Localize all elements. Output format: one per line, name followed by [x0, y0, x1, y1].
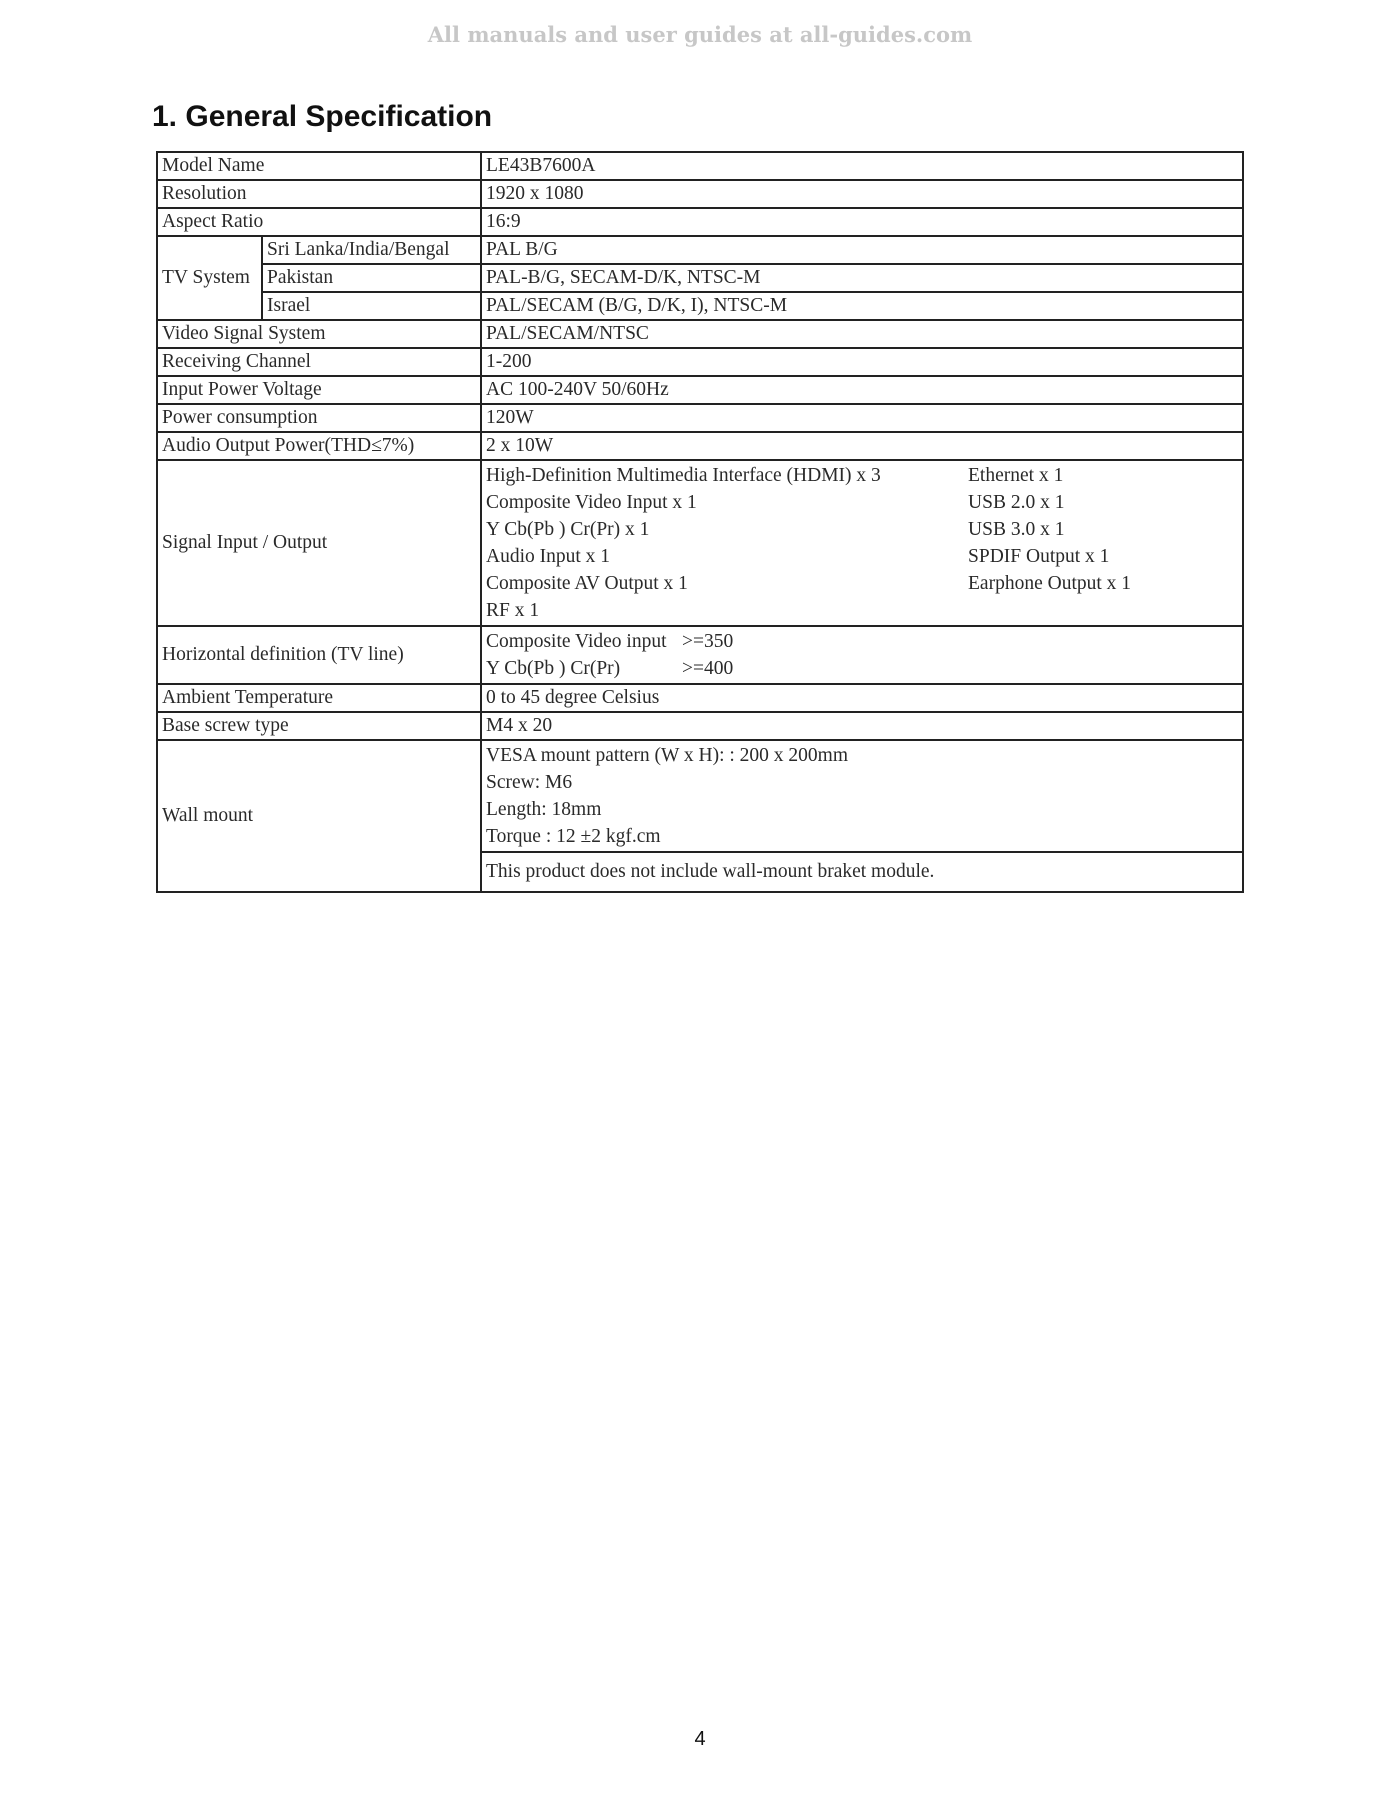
horizontal-definition-cell [481, 626, 1243, 684]
list-item [486, 655, 1238, 682]
spec-label: Model Name [157, 152, 481, 180]
spec-value: M4 x 20 [481, 712, 1243, 740]
list-item: Earphone Output x 1 [968, 573, 1132, 594]
list-item [486, 628, 1238, 655]
watermark: All manuals and user guides at all-guides.com [427, 22, 973, 47]
spec-value: PAL B/G [481, 236, 1243, 264]
spec-label: Horizontal definition (TV line) [157, 626, 481, 684]
list-item: USB 2.0 x 1 [968, 492, 1065, 513]
spec-label: Aspect Ratio [157, 208, 481, 236]
table-row [157, 684, 1243, 712]
region-label: Israel [262, 292, 481, 320]
table-row [157, 376, 1243, 404]
list-item: Ethernet x 1 [968, 465, 1064, 486]
spec-label: TV System [157, 236, 262, 320]
spec-label: Receiving Channel [157, 348, 481, 376]
hdef-value: >=400 [682, 658, 734, 679]
table-row [157, 740, 1243, 852]
table-row [157, 432, 1243, 460]
list-item: Y Cb(Pb ) Cr(Pr) x 1 [486, 519, 650, 540]
list-item: RF x 1 [486, 600, 540, 621]
signal-io-right [968, 462, 1238, 624]
spec-value: PAL/SECAM (B/G, D/K, I), NTSC-M [481, 292, 1243, 320]
list-item: Torque : 12 ±2 kgf.cm [486, 826, 661, 847]
table-row [157, 152, 1243, 180]
list-item: High-Definition Multimedia Interface (HDMI) x 3 [486, 465, 881, 486]
spec-label: Signal Input / Output [157, 460, 481, 626]
spec-label: Ambient Temperature [157, 684, 481, 712]
table-row [157, 712, 1243, 740]
page-title: 1. General Specification [152, 100, 493, 133]
spec-value: 1-200 [481, 348, 1243, 376]
region-label: Pakistan [262, 264, 481, 292]
page-number: 4 [694, 1728, 706, 1750]
spec-label: Wall mount [157, 740, 481, 892]
spec-label: Power consumption [157, 404, 481, 432]
hdef-name: Y Cb(Pb ) Cr(Pr) [486, 658, 621, 679]
table-row [157, 180, 1243, 208]
spec-value: 16:9 [481, 208, 1243, 236]
spec-label: Video Signal System [157, 320, 481, 348]
table-row [157, 208, 1243, 236]
spec-label: Audio Output Power(THD≤7%) [157, 432, 481, 460]
spec-value: 2 x 10W [481, 432, 1243, 460]
wall-mount-cell [481, 740, 1243, 852]
table-row [157, 236, 1243, 264]
hdef-name: Composite Video input [486, 631, 667, 652]
region-label: Sri Lanka/India/Bengal [262, 236, 481, 264]
signal-io-cell [481, 460, 1243, 626]
spec-table [156, 151, 1244, 893]
wall-mount-note: This product does not include wall-mount braket module. [481, 852, 1243, 892]
spec-value: AC 100-240V 50/60Hz [481, 376, 1243, 404]
list-item: Length: 18mm [486, 799, 602, 820]
table-row [157, 320, 1243, 348]
list-item: Screw: M6 [486, 772, 573, 793]
spec-label: Input Power Voltage [157, 376, 481, 404]
table-row [157, 404, 1243, 432]
spec-value: 1920 x 1080 [481, 180, 1243, 208]
spec-label: Resolution [157, 180, 481, 208]
signal-io-left [486, 462, 968, 624]
hdef-value: >=350 [682, 631, 734, 652]
spec-value: 0 to 45 degree Celsius [481, 684, 1243, 712]
spec-value: LE43B7600A [481, 152, 1243, 180]
table-row [157, 348, 1243, 376]
list-item: Composite Video Input x 1 [486, 492, 697, 513]
list-item: Composite AV Output x 1 [486, 573, 688, 594]
list-item: SPDIF Output x 1 [968, 546, 1110, 567]
list-item: Audio Input x 1 [486, 546, 611, 567]
spec-label: Base screw type [157, 712, 481, 740]
table-row [157, 460, 1243, 626]
spec-value: PAL-B/G, SECAM-D/K, NTSC-M [481, 264, 1243, 292]
table-row [157, 292, 1243, 320]
spec-value: 120W [481, 404, 1243, 432]
spec-value: PAL/SECAM/NTSC [481, 320, 1243, 348]
list-item: VESA mount pattern (W x H): : 200 x 200mm [486, 745, 849, 766]
list-item: USB 3.0 x 1 [968, 519, 1065, 540]
table-row [157, 264, 1243, 292]
table-row [157, 626, 1243, 684]
